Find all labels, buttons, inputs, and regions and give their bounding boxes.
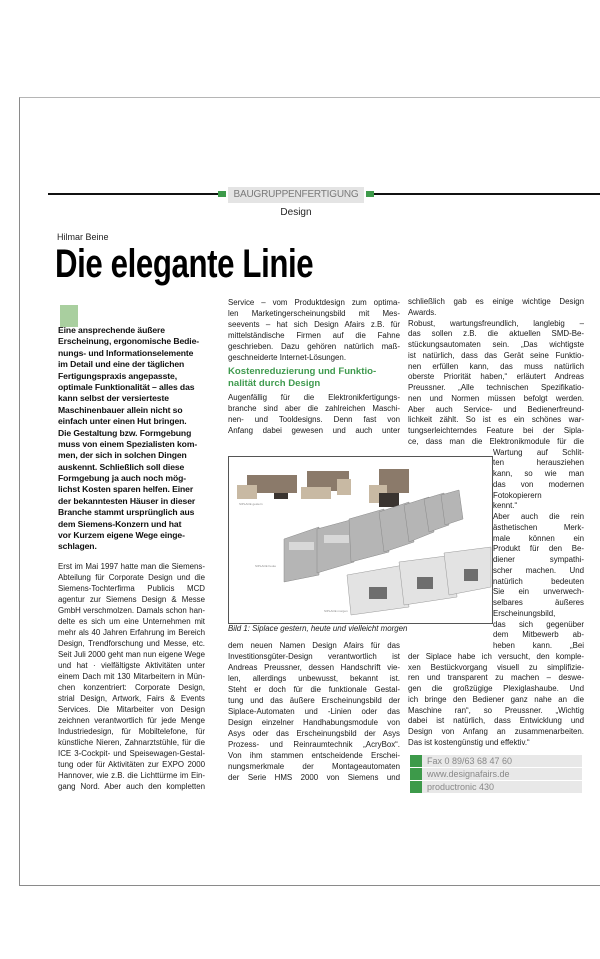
text-line: Design, Trendforschung und Messe, etc. [58,639,205,648]
text-line: künstliche Nieren, Zahnarztstühle, für die [58,738,205,747]
green-marker [366,191,374,197]
figure-label-heute: SIPLACE heute [255,564,277,568]
text-line: Aber auch die rein [493,512,584,521]
text-line: nungsmerkmale der Montageautomaten [228,762,400,771]
text-line: Branche stammt ursprünglich aus [58,507,195,518]
text-line: Industriedesign, für Mobiltelefone, für [58,727,205,736]
text-line: Wartung auf Schlit- [493,447,584,457]
text-line: der bekanntesten Häuser in dieser [58,495,196,506]
text-line: lichst Kosten sparen helfen. Einer [58,484,194,495]
text-line: ästhetischen Merk- [493,522,584,532]
text-line: lichkeit zählt. So ist es ein schönes war- [408,415,584,425]
text-line: diener sympathi- [493,555,584,564]
text-line: nen erfüllen kann, das muss natürlich [408,361,584,371]
figure-label-gestern: SIPLACE gestern [239,502,263,506]
figure-caption: Bild 1: Siplace gestern, heute und vielleicht morgen [228,624,408,633]
info-fax [410,755,582,767]
text-line: Erst im Mai 1997 hatte man die Siemens- [58,562,205,571]
text-line: Erscheinung, ergonomische Bedie- [58,336,200,347]
column-2-paragraph [228,297,400,363]
reader-service-number: productronic 430 [427,782,495,792]
text-line: men, der sich in solchen Dingen [58,450,187,461]
text-line: heben kann. „Bei [493,641,584,650]
subheading [228,366,400,390]
text-line: nungs- und Informationselemente [58,347,194,358]
text-line: selbares äußeres [493,598,584,607]
figure-label-morgen: SIPLACE morgen [324,609,348,613]
text-line: Maschine ran“, so Preussner. „Wichtig [408,705,584,715]
text-line: Abteilung für Corporate Design und die [58,573,205,582]
text-line: auskennt. Schließlich soll diese [58,461,185,472]
green-marker [410,755,422,767]
text-line: mehr als 40 Jahren Erfahrung im Bereich [58,628,205,637]
text-line: branche sind aber die zahlreichen Maschi- [228,404,400,413]
text-line: geschneiderte Internet-Lösungen. [228,353,347,362]
text-line: gang Nord. Aber auch den kompletten [58,782,205,791]
fax-text: Fax 0 89/63 68 47 60 [427,756,513,766]
subsection-label: Design [280,207,312,218]
info-reader-service [410,781,582,793]
text-line: Robust, wartungsfreundlich, langlebig – [408,318,584,328]
text-line: das von modernen [493,479,584,489]
text-line: male können ein [493,533,584,543]
text-line: oberste Priorität haben,“ erläutert Andreas [408,372,584,382]
text-line: und hat · vielfältigste Aktivitäten unter [58,661,205,670]
text-line: Fertigungspraxis angepasste, [58,370,177,381]
text-line: Die Gestaltung bzw. Formgebung [58,427,192,438]
text-line: Das ist kostengünstig und effektiv.“ [408,737,530,747]
text-line: das sollen z.B. die aktuellen SMD-Be- [408,329,584,339]
text-line: ten herausziehen [493,458,584,468]
text-line: len Marketingerscheinungsbild mit Mes- [228,309,400,318]
column-2-paragraph [228,392,400,436]
text-line: Services. Die Mitarbeiter von Design [58,705,205,714]
text-line: Fotokopierern [493,490,542,500]
text-line: der Siplace habe ich versucht, den komple- [408,651,584,661]
article-title: Die elegante Linie [55,242,314,286]
text-line: len, allerdings unbewusst, bekannt ist. [228,674,400,683]
text-line: Maschinenbauer allein nicht so [58,404,183,415]
subheading-line: nalität durch Design [228,377,321,389]
text-line: schlagen. [58,541,97,552]
text-line: xen Bestückvorgang visuell zu simplifizie- [408,662,584,672]
text-line: Sie ein unverwech- [493,587,584,597]
text-line: zeichnen verantwortlich für jede Menge [58,716,205,725]
text-line: mittelständische Firmen auf die Fahne [228,331,400,340]
text-line: Design einzelner Handhabungsmodule von [228,718,400,727]
text-line: Service – vom Produktdesign zum optima- [228,298,400,307]
text-line: ist natürlich, dass das Gerät seine Funktio- [408,350,584,360]
text-line: Preussner. „Alle technischen Spezifikatio- [408,383,584,392]
author: Hilmar Beine [57,232,109,242]
text-line: Formgebung ja auch noch mög- [58,473,187,484]
text-line: geschrieben. Dazu gehören natürlich maß- [228,342,400,351]
text-line: tungserleichterndes Feature bei der Sipla- [408,426,584,435]
text-line: dem Siemens-Konzern und hat [58,518,182,529]
green-marker [410,768,422,780]
column-3-body [408,297,584,749]
text-line: Andreas Preussner, dessen Handschrift vie- [228,663,400,672]
subheading-line: Kostenreduzierung und Funktio- [228,366,377,377]
green-marker [218,191,226,197]
text-line: Prozess- und Reinraumtechnik „AcryBox“. [228,740,400,749]
text-line: natürlich bedeuten [493,576,584,586]
text-line: delte es sich um eine Unternehmen mit [58,617,205,626]
text-line: dem neuen Namen Design Afairs für das [228,641,400,650]
text-line: ren und transparent zu machen – deswe- [408,673,584,683]
text-line: nen- und Tooldesigns. Denn fast von [228,415,400,424]
text-line: tung und das äußere Erscheinungsbild der [228,696,400,705]
website-link[interactable]: www.designafairs.de [427,769,510,779]
lead-paragraph [58,325,208,553]
text-line: tung oder für Aktivitäten zur EXPO 2000 [58,760,205,769]
text-line: dem Mitbewerb ab- [493,630,584,640]
text-line: Siplace-Automaten und -Linien oder das [228,707,400,716]
text-line: ICE 3-Cockpit- und Speisewagen-Gestal- [58,749,205,758]
text-line: strial Design, Artwork, Fairs & Events [58,694,205,703]
column-1-body [58,561,205,792]
text-line: vor Kurzem eigene Wege einge- [58,530,185,541]
text-line: dabei ist natürlich, dass Entwicklung und [408,716,584,726]
text-line: der Serie HMS 2000 von Siemens und [228,773,400,782]
text-line: GmbH verschmolzen. Damals schon han- [58,606,205,615]
column-2-paragraph [228,640,400,783]
text-line: optimale Funktionalität – alles das [58,381,195,392]
text-line: seevents – hat sich Design Afairs z.B. für [228,320,400,329]
info-website[interactable] [410,768,582,780]
text-line: Investitionsgüter-Design verantwortlich ist [228,652,400,661]
text-line: nen und Normen müssen befolgt werden. [408,393,584,403]
text-line: Siemens-Tochterfirma Publicis MCD [58,584,205,593]
text-line: Augenfällig für die Elektronikfertigungs- [228,393,400,402]
text-line: Asys oder das Erscheinungsbild der Asys [228,729,400,738]
text-line: Steht er doch für die funktionale Gestal- [228,685,400,694]
text-line: Erscheinungsbild, [493,608,556,618]
text-line: Von ihm stammen entscheidende Erschei- [228,751,400,760]
text-line: einem Dach mit 130 Mitarbeitern in Mün- [58,672,205,681]
text-line: muss von einem Spezialisten kom- [58,438,198,449]
text-line: Aber auch Service- und Bedienerfreund- [408,404,584,414]
text-line: schließlich gab es einige wichtige Design [408,297,584,306]
text-line: kann selbst der versierteste [58,393,169,404]
text-line: scher machen. Und [493,565,584,575]
text-line: gen die großzügige Plexiglashaube. Und [408,684,584,693]
text-line: Design von Anfang an zusammenarbeiten. [408,727,584,736]
text-line: im Detail und eine der täglichen [58,359,185,370]
green-marker [410,781,422,793]
text-line: Eine ansprechende äußere [58,325,165,335]
text-line: Produkt für den Be- [493,544,584,554]
text-line: kennt.“ [493,501,518,511]
text-line: ce, dass man die Elektronikmodule für die [408,436,584,446]
text-line: Hannover, wie z.B. die Lichttürme im Ein- [58,771,205,780]
text-line: kann, so wie man [493,469,584,478]
text-line: Anfang dabei gewesen und auch unter [228,426,400,435]
text-line: ich bringe den Bediener ganz nahe an die [408,694,584,704]
text-line: das sich gegenüber [493,619,584,629]
section-label: BAUGRUPPENFERTIGUNG [228,187,364,203]
text-line: Seit Juli 2000 geht man nun eigene Wege [58,650,205,659]
text-line: agentur zur Siemens Design & Messe [58,595,205,604]
text-line: Awards. [408,307,437,317]
text-line: stückungsautomaten sein. „Das wichtigste [408,340,584,349]
lead-marker [60,305,78,327]
text-line: einfach unter einen Hut bringen. [58,416,187,427]
text-line: chen konzentriert: Corporate Design, [58,683,205,692]
